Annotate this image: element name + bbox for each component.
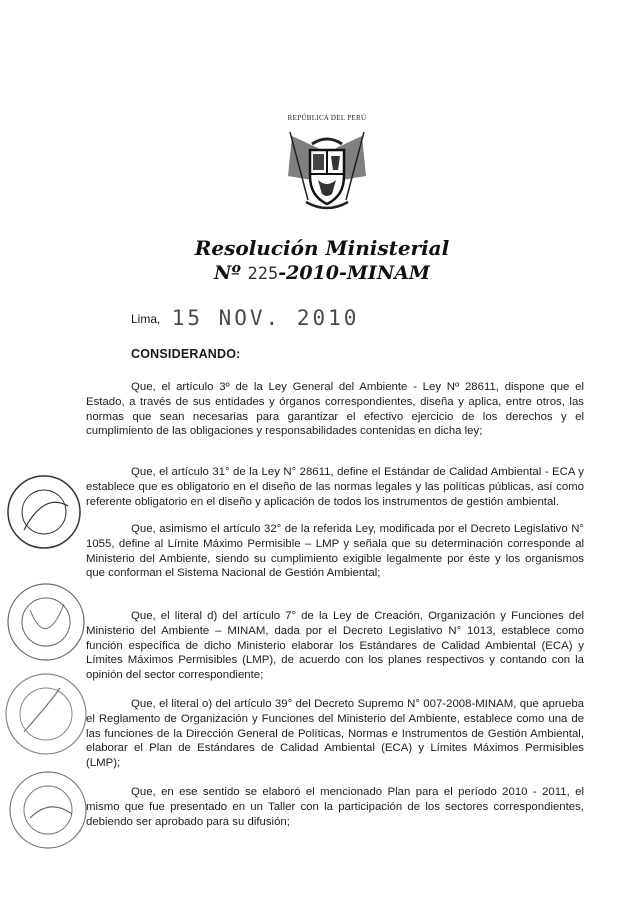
seal-stamp-icon	[6, 768, 90, 852]
number-prefix: Nº	[214, 262, 241, 284]
document-title: Resolución Ministerial	[194, 236, 450, 260]
place-label: Lima,	[131, 312, 161, 326]
seal-stamp-icon	[4, 472, 84, 552]
seal-stamp-icon	[2, 670, 90, 758]
date-stamp: 15 NOV. 2010	[171, 306, 360, 330]
paragraph-6: Que, en ese sentido se elaboró el mencionado Plan para el período 2010 - 2011, el mismo que fue presentado en un Taller con la participación de los sectores correspondientes, debiendo ser aprobado para su difusión;	[86, 786, 584, 828]
place-date	[131, 306, 359, 330]
section-heading: CONSIDERANDO:	[131, 347, 241, 361]
handwritten-number: 225	[247, 264, 279, 284]
seal-stamp-icon	[4, 580, 88, 664]
paragraph-1: Que, el artículo 3º de la Ley General del Ambiente - Ley Nº 28611, dispone que el Estado, a través de sus entidades y órganos correspondientes, diseña y aplica, entre otros, las normas que sean necesarias para garantizar el efectivo ejercicio de los derechos y el cumplimiento de las obligaciones y responsabilidades contenidas en dicha ley;	[86, 381, 584, 438]
coat-of-arms-icon	[272, 118, 382, 218]
resolution-number	[0, 262, 644, 284]
paragraph-5: Que, el literal o) del artículo 39° del Decreto Supremo N° 007-2008-MINAM, que aprueba el Reglamento de Organización y Funciones del Ministerio del Ambiente, establece como una de las funciones de la Dirección General de Políticas, Normas e Instrumentos de Gestión Ambiental, elaborar el Plan de Estándares de Calidad Ambiental (ECA) y Límites Máximos Permisibles (LMP);	[86, 698, 584, 770]
number-suffix: -2010-MINAM	[278, 262, 430, 284]
arms-caption: REPÚBLICA DEL PERÚ	[287, 114, 367, 122]
paragraph-4: Que, el literal d) del artículo 7° de la Ley de Creación, Organización y Funciones del Ministerio del Ambiente – MINAM, dada por el Decreto Legislativo N° 1013, establece como función específica de dicho Ministerio elaborar los Estándares de Calidad Ambiental (ECA) y Límites Máximos Permisibles (LMP), de acuerdo con los planes respectivos y contando con la opinión del sector correspondiente;	[86, 610, 584, 682]
paragraph-2: Que, el artículo 31° de la Ley N° 28611, define el Estándar de Calidad Ambiental - ECA y establece que es obligatorio en el diseño de las normas legales y las políticas públicas, así como referente obligatorio en el diseño y aplicación de todos los instrumentos de gestión ambiental.	[86, 466, 584, 508]
paragraph-3: Que, asimismo el artículo 32° de la referida Ley, modificada por el Decreto Legislativo N° 1055, define al Límite Máximo Permisible – LMP y señala que su determinación corresponde al Ministerio del Ambiente, siendo su cumplimiento exigible legalmente por éste y los organismos que conforman el Sistema Nacional de Gestión Ambiental;	[86, 523, 584, 580]
